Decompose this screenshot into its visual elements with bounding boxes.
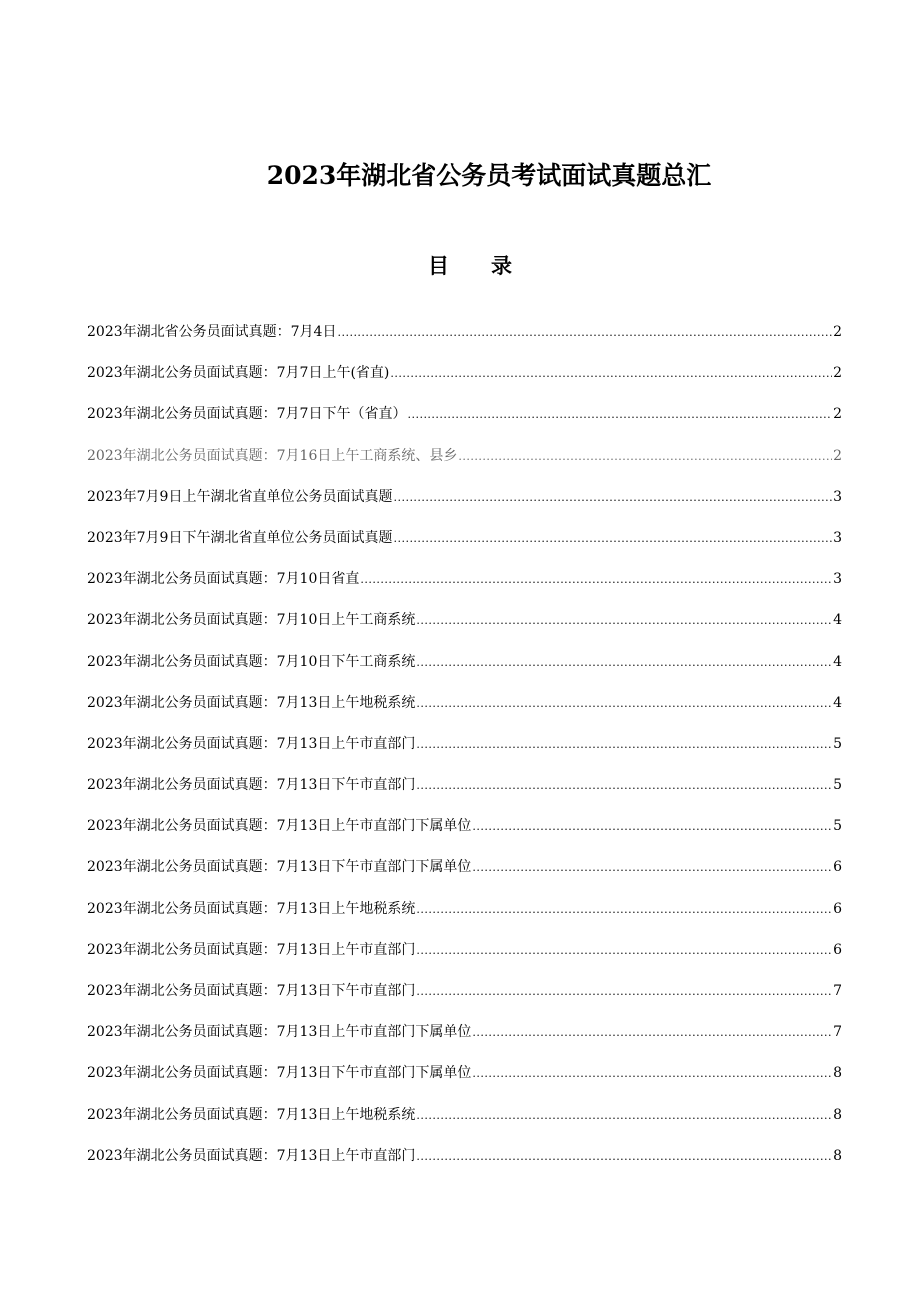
- toc-entry[interactable]: [87, 404, 842, 445]
- toc-entry-title: 2023年湖北公务员面试真题：7月10日上午工商系统: [87, 612, 416, 629]
- toc-entry-title: 2023年湖北公务员面试真题：7月7日下午（省直）: [87, 406, 407, 423]
- toc-page-number: 6: [833, 900, 842, 917]
- toc-page-number: 6: [833, 941, 842, 958]
- toc-entry[interactable]: [87, 1063, 842, 1104]
- toc-dot-leader: [472, 817, 832, 837]
- toc-dot-leader: [416, 941, 832, 961]
- toc-entry[interactable]: [87, 816, 842, 857]
- toc-entry-title: 2023年湖北公务员面试真题：7月13日下午市直部门下属单位: [87, 859, 472, 876]
- toc-entry[interactable]: [87, 528, 842, 569]
- toc-entry-title: 2023年湖北公务员面试真题：7月13日下午市直部门: [87, 983, 416, 999]
- toc-page-number: 2: [833, 365, 842, 382]
- toc-page-number: 4: [833, 694, 842, 711]
- toc-heading: 目 录: [428, 253, 512, 278]
- toc-dot-leader: [416, 694, 832, 714]
- toc-page-number: 3: [833, 571, 842, 588]
- toc-page-number: 3: [833, 529, 842, 546]
- toc-page-number: 2: [833, 324, 842, 340]
- toc-dot-leader: [416, 1147, 832, 1167]
- toc-dot-leader: [472, 858, 832, 878]
- toc-entry[interactable]: [87, 610, 842, 651]
- toc-entry[interactable]: [87, 322, 842, 363]
- toc-page-number: 5: [833, 735, 842, 752]
- toc-entry-title: 2023年湖北公务员面试真题：7月16日上午工商系统、县乡: [87, 447, 458, 464]
- toc-entry-title: 2023年湖北公务员面试真题：7月13日下午市直部门: [87, 777, 416, 794]
- toc-page-number: 7: [833, 1024, 842, 1041]
- toc-dot-leader: [393, 529, 832, 549]
- toc-dot-leader: [416, 982, 832, 1002]
- toc-dot-leader: [407, 405, 832, 425]
- toc-entry[interactable]: [87, 940, 842, 981]
- toc-page-number: 4: [833, 612, 842, 629]
- toc-page-number: 6: [833, 859, 842, 876]
- toc-entry[interactable]: [87, 446, 842, 487]
- toc-dot-leader: [390, 364, 832, 384]
- toc-entry[interactable]: [87, 1105, 842, 1146]
- toc-entry-title: 2023年湖北公务员面试真题：7月13日上午市直部门: [87, 941, 416, 958]
- toc-dot-leader: [472, 1023, 832, 1043]
- toc-page-number: 5: [833, 777, 842, 794]
- toc-entry[interactable]: [87, 363, 842, 404]
- toc-entry-title: 2023年湖北公务员面试真题：7月13日上午市直部门: [87, 735, 416, 752]
- toc-page-number: 7: [833, 983, 842, 999]
- toc-entry-title: 2023年湖北公务员面试真题：7月10日下午工商系统: [87, 653, 416, 670]
- toc-entry-title: 2023年湖北公务员面试真题：7月13日上午市直部门: [87, 1147, 416, 1164]
- toc-dot-leader: [360, 570, 832, 590]
- toc-dot-leader: [416, 735, 832, 755]
- toc-entry[interactable]: [87, 857, 842, 898]
- toc-entry[interactable]: [87, 569, 842, 610]
- toc-entry-title: 2023年7月9日下午湖北省直单位公务员面试真题: [87, 529, 393, 546]
- toc-page-number: 4: [833, 653, 842, 670]
- toc-dot-leader: [416, 653, 832, 673]
- toc-dot-leader: [458, 447, 832, 467]
- toc-entry[interactable]: [87, 981, 842, 1022]
- toc-dot-leader: [337, 323, 832, 343]
- toc-entry-title: 2023年湖北公务员面试真题：7月13日上午市直部门下属单位: [87, 818, 472, 835]
- toc-entry-title: 2023年湖北公务员面试真题：7月13日下午市直部门下属单位: [87, 1065, 472, 1082]
- toc-entry[interactable]: [87, 1146, 842, 1187]
- toc-entry[interactable]: [87, 693, 842, 734]
- table-of-contents: [87, 322, 842, 1187]
- toc-entry-title: 2023年湖北公务员面试真题：7月13日上午地税系统: [87, 900, 416, 917]
- toc-page-number: 8: [833, 1147, 842, 1164]
- toc-page-number: 5: [833, 818, 842, 835]
- toc-entry[interactable]: [87, 734, 842, 775]
- toc-dot-leader: [416, 776, 832, 796]
- toc-entry-title: 2023年7月9日上午湖北省直单位公务员面试真题: [87, 488, 393, 505]
- toc-entry-title: 2023年湖北公务员面试真题：7月13日上午市直部门下属单位: [87, 1024, 472, 1041]
- toc-entry[interactable]: [87, 487, 842, 528]
- toc-entry[interactable]: [87, 652, 842, 693]
- toc-entry[interactable]: [87, 1022, 842, 1063]
- toc-entry-title: 2023年湖北公务员面试真题：7月7日上午(省直): [87, 365, 390, 382]
- toc-dot-leader: [416, 900, 832, 920]
- toc-page-number: 2: [833, 447, 842, 464]
- toc-page-number: 8: [833, 1065, 842, 1082]
- toc-dot-leader: [416, 1106, 832, 1126]
- toc-page-number: 8: [833, 1106, 842, 1123]
- toc-entry-title: 2023年湖北公务员面试真题：7月13日上午地税系统: [87, 1106, 416, 1123]
- toc-page-number: 3: [833, 488, 842, 505]
- toc-dot-leader: [416, 611, 832, 631]
- document-title: 2023年湖北省公务员考试面试真题总汇: [266, 161, 712, 190]
- toc-entry-title: 2023年湖北公务员面试真题：7月10日省直: [87, 571, 360, 588]
- toc-entry-title: 2023年湖北公务员面试真题：7月13日上午地税系统: [87, 694, 416, 711]
- toc-entry-title: 2023年湖北省公务员面试真题：7月4日: [87, 324, 337, 340]
- toc-dot-leader: [393, 488, 832, 508]
- toc-dot-leader: [472, 1064, 832, 1084]
- toc-entry[interactable]: [87, 775, 842, 816]
- toc-page-number: 2: [833, 406, 842, 423]
- toc-entry[interactable]: [87, 899, 842, 940]
